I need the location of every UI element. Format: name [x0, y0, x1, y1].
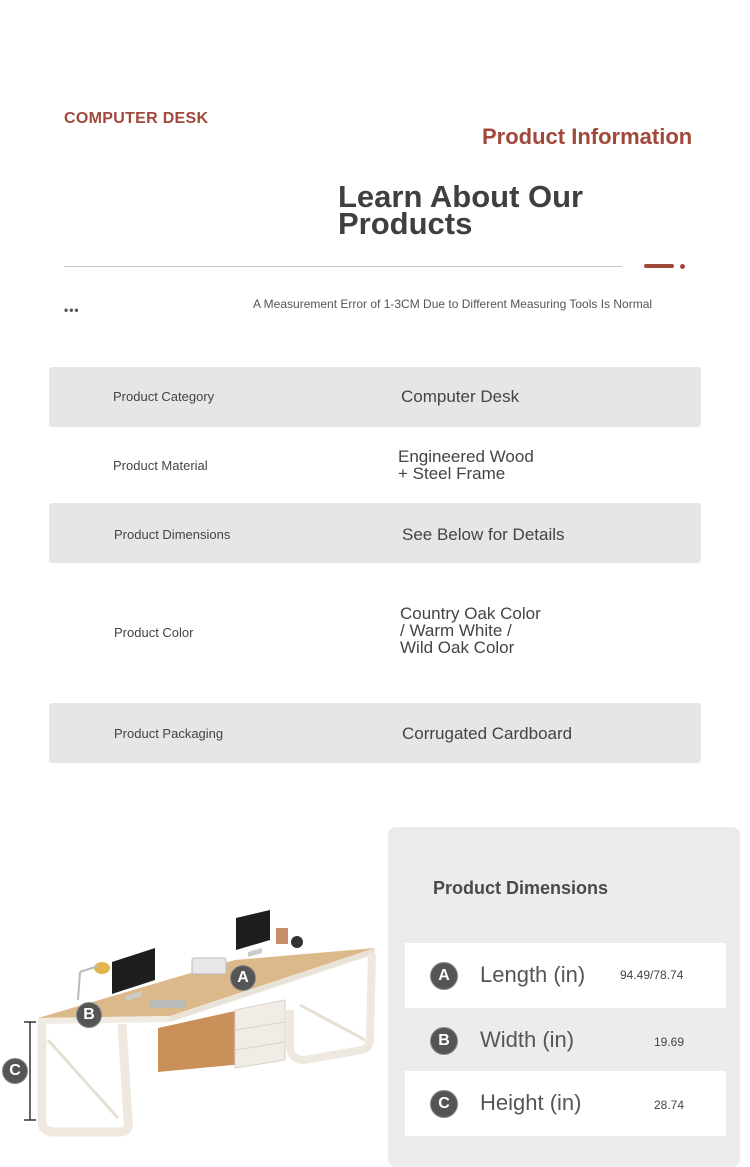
- brand-title: COMPUTER DESK: [64, 110, 209, 127]
- spec-label: Product Color: [114, 625, 194, 640]
- page-headline: [338, 179, 638, 241]
- dimension-value: 28.74: [654, 1098, 685, 1112]
- marker-b-icon: B: [430, 1027, 458, 1055]
- spec-row-packaging: [49, 703, 701, 763]
- dimension-row-length: [405, 943, 726, 1008]
- headline-line-2: Products: [338, 206, 473, 241]
- spec-value-line: + Steel Frame: [398, 464, 506, 483]
- marker-a-icon: A: [430, 962, 458, 990]
- spec-row-category: [49, 367, 701, 427]
- marker-c-icon: C: [2, 1058, 28, 1084]
- ellipsis-icon: •••: [64, 303, 80, 317]
- marker-c-icon: C: [430, 1090, 458, 1118]
- spec-row-dimensions: [49, 503, 701, 563]
- dimensions-title: Product Dimensions: [433, 878, 609, 898]
- dimension-row-height: [405, 1071, 726, 1136]
- dimension-label: Width (in): [480, 1027, 575, 1052]
- desk-illustration: [0, 900, 385, 1150]
- dimension-row-width: [405, 1008, 726, 1073]
- spec-value: [398, 448, 534, 482]
- spec-value-line: Country Oak Color: [400, 604, 541, 623]
- dimension-value: 19.69: [654, 1035, 685, 1049]
- dimension-label: Length (in): [480, 962, 586, 987]
- spec-value-line: Engineered Wood: [398, 447, 534, 466]
- marker-a-icon: A: [230, 965, 256, 991]
- section-title: Product Information: [482, 124, 693, 149]
- marker-b-icon: B: [76, 1002, 102, 1028]
- measurement-note: A Measurement Error of 1-3CM Due to Different Measuring Tools Is Normal: [253, 297, 653, 311]
- accent-dash: [644, 264, 674, 268]
- spec-label: Product Packaging: [114, 726, 224, 741]
- spec-value-line: / Warm White /: [400, 621, 512, 640]
- accent-dot: [680, 264, 685, 269]
- spec-value-line: Wild Oak Color: [400, 638, 515, 657]
- spec-value: See Below for Details: [402, 525, 565, 544]
- spec-row-color: [49, 590, 701, 680]
- spec-label: Product Material: [113, 458, 208, 473]
- spec-value: [400, 605, 541, 656]
- spec-value: Corrugated Cardboard: [402, 724, 573, 743]
- dimension-value: 94.49/78.74: [620, 968, 684, 982]
- spec-value: Computer Desk: [401, 387, 520, 406]
- spec-row-material: [49, 436, 701, 496]
- spec-label: Product Dimensions: [114, 527, 231, 542]
- divider-line: [64, 266, 622, 267]
- spec-label: Product Category: [113, 389, 215, 404]
- headline-line-1: Learn About Our: [338, 179, 584, 214]
- dimension-label: Height (in): [480, 1090, 582, 1115]
